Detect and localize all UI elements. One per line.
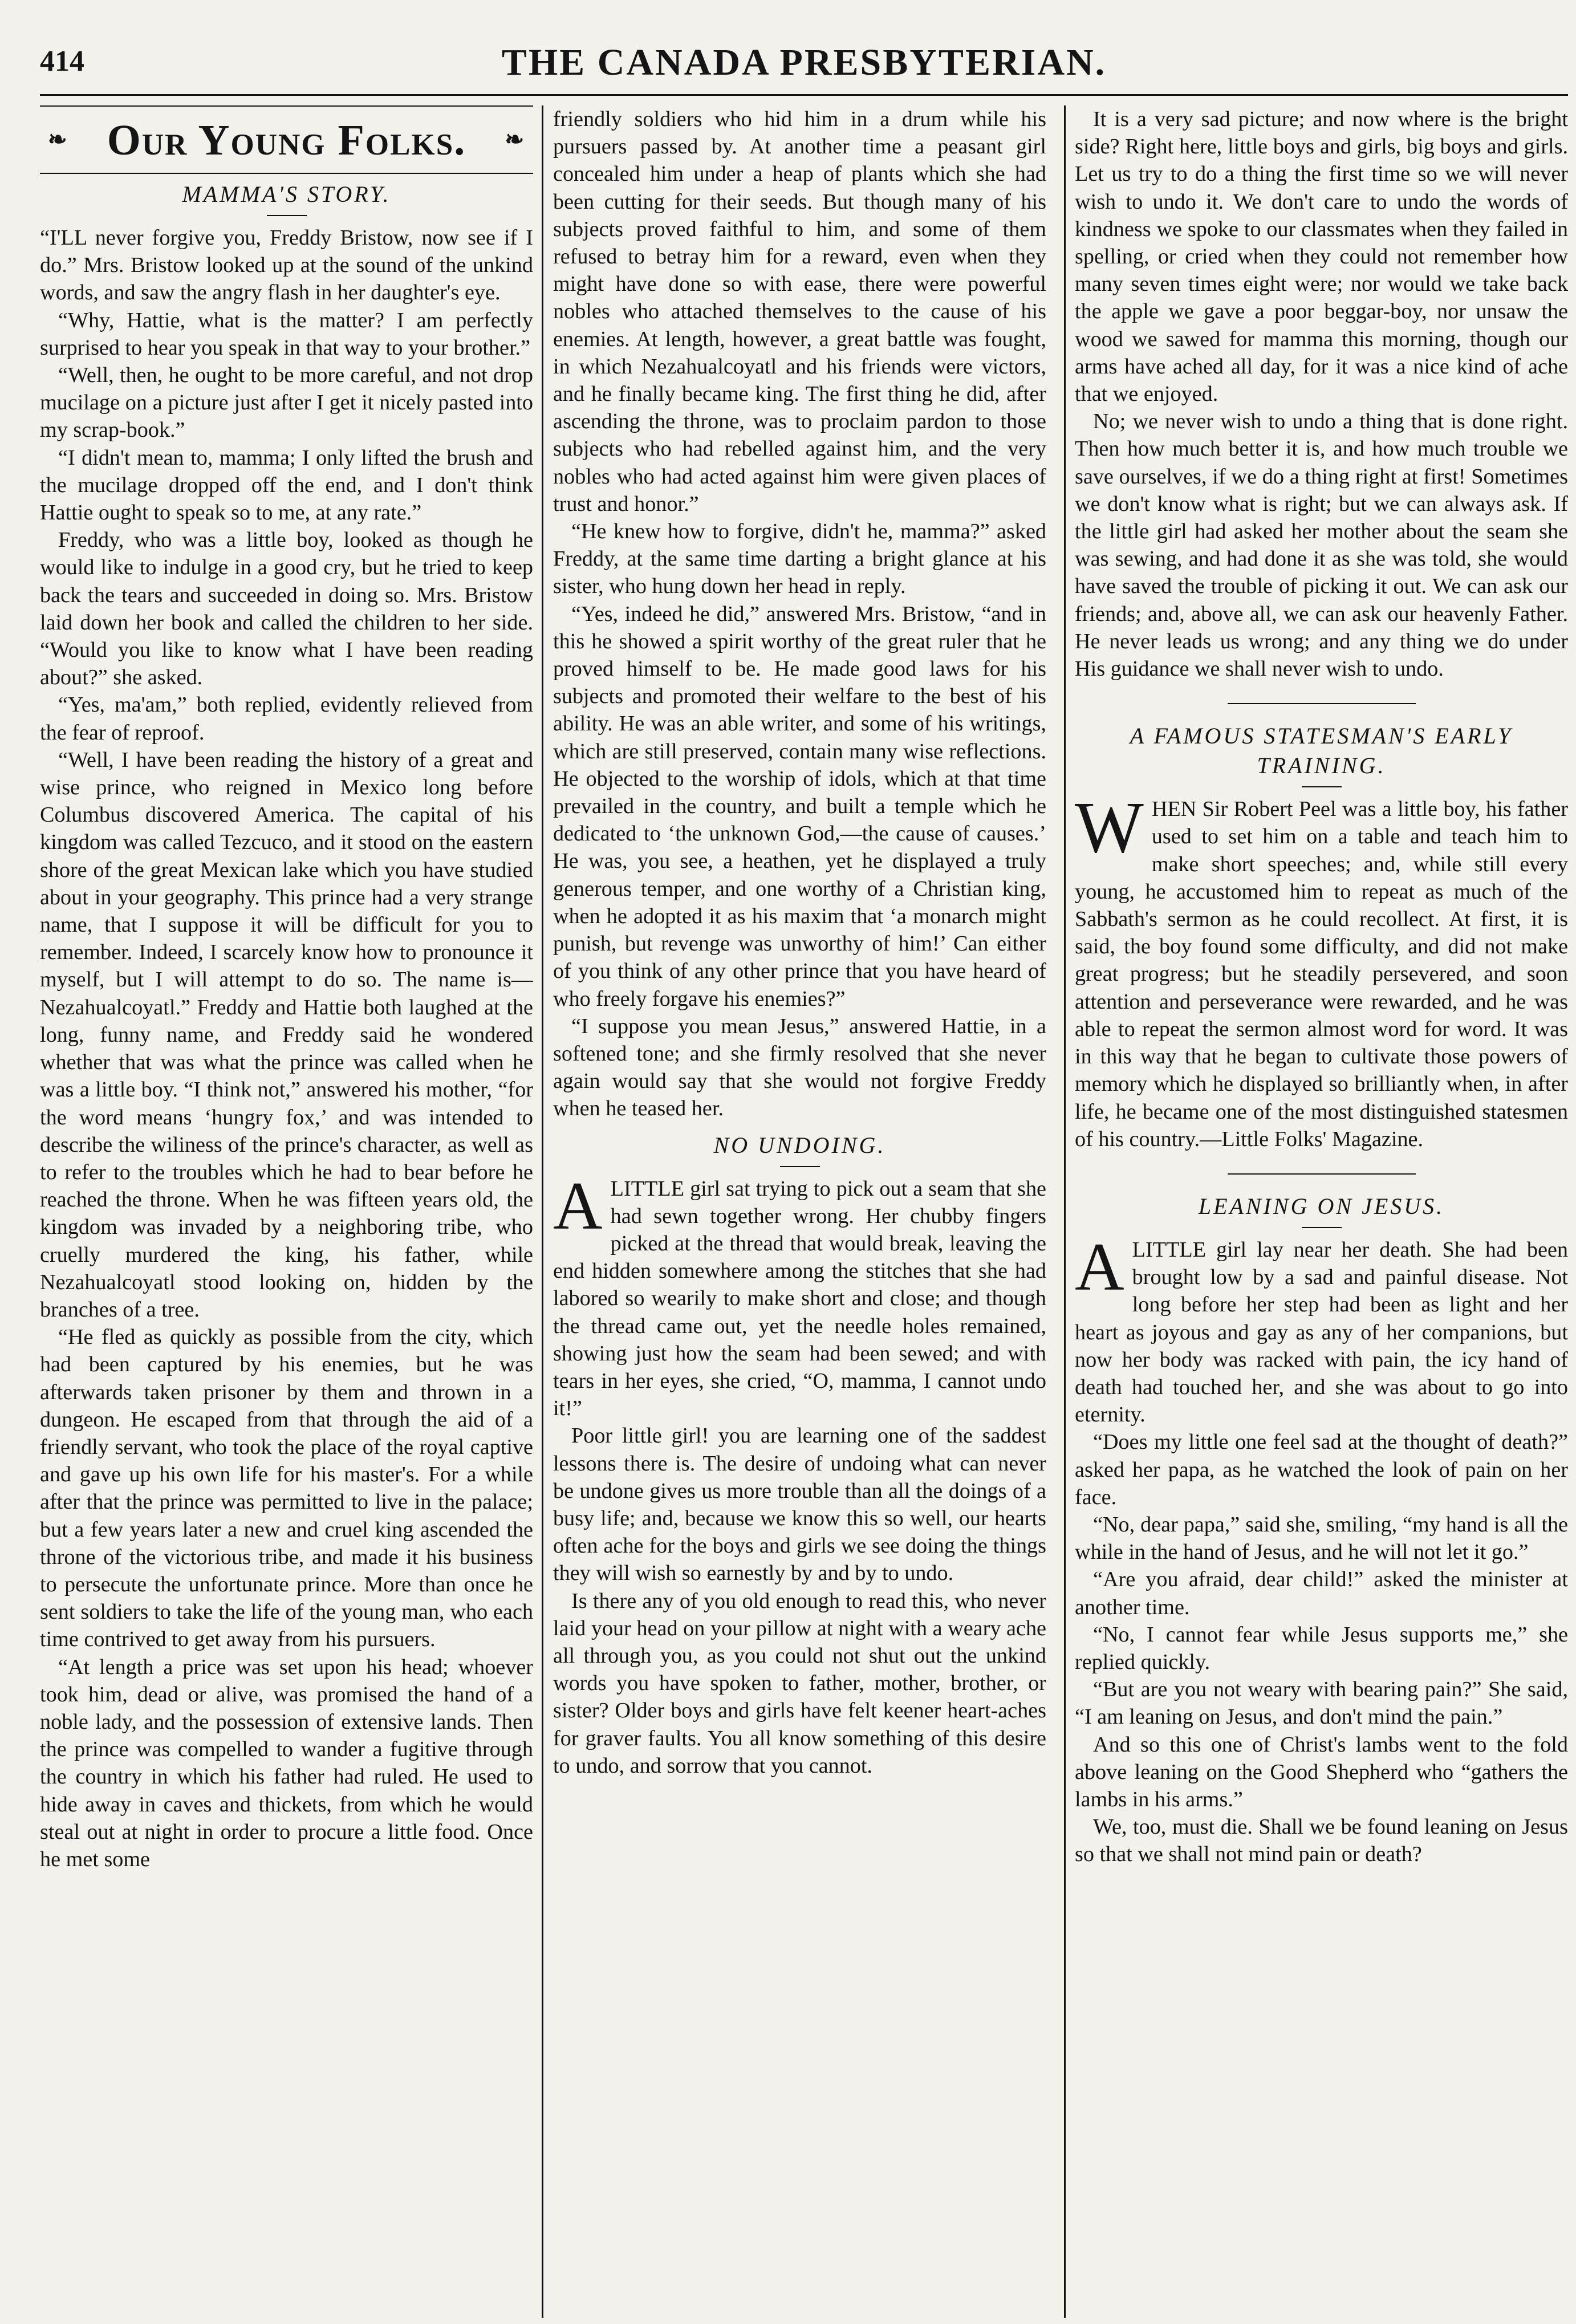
department-heading: [40, 105, 533, 174]
paragraph-text: HEN Sir Robert Peel was a little boy, his father used to set him on a table and teach him to make short speeches; and, while still every young, he accustomed him to repeat as much of the Sabbath's sermon as he could recollect. At first, it is said, the boy found some difficulty, and did not make great progress; but he steadily persevered, and soon attention and perseverance were rewarded, and he was able to repeat the sermon almost word for word. It was in this way that he began to cultivate those powers of memory which he displayed so brilliantly when, in after life, he became one of the most distinguished statesmen of his country.—Little Folks' Magazine.: [1075, 797, 1568, 1151]
drop-cap: A: [553, 1167, 603, 1244]
paragraph: [1075, 1228, 1568, 1428]
paragraph: We, too, must die. Shall we be found leaning on Jesus so that we shall not mind pain or death?: [1075, 1815, 1568, 1867]
column-3: [1075, 105, 1568, 2318]
column-1: [40, 105, 533, 2318]
ornament-icon: ❧: [505, 127, 525, 152]
paragraph: “Why, Hattie, what is the matter? I am perfectly surprised to hear you speak in that way to your brother.”: [40, 308, 533, 360]
department-title: Our Young Folks.: [107, 116, 466, 164]
article-title-mammas-story: MAMMA'S STORY.: [40, 180, 533, 216]
drop-cap: W: [1075, 787, 1144, 868]
paragraph: “Yes, ma'am,” both replied, evidently relieved from the fear of reproof.: [40, 693, 533, 745]
column-2: [553, 105, 1046, 2318]
paragraph: “No, dear papa,” said she, smiling, “my hand is all the while in the hand of Jesus, and he will not let it go.”: [1075, 1512, 1568, 1565]
header-rule: [40, 94, 1568, 96]
column-divider: [1064, 105, 1066, 2318]
article-title-leaning: LEANING ON JESUS.: [1075, 1192, 1568, 1228]
paragraph: “But are you not weary with bearing pain?” She said, “I am leaning on Jesus, and don't mind the pain.”: [1075, 1677, 1568, 1729]
paragraph: Freddy, who was a little boy, looked as though he would like to indulge in a good cry, but he tried to keep back the tears and succeeded in doing so. Mrs. Bristow laid down her book and called the children to her side. “Would you like to know what I have been reading about?” she asked.: [40, 528, 533, 690]
page-number: 414: [40, 45, 84, 78]
paragraph: “I suppose you mean Jesus,” answered Hattie, in a softened tone; and she firmly resolved that she never again would say that she would not forgive Freddy when he teased her.: [553, 1014, 1046, 1121]
drop-cap: A: [1075, 1228, 1124, 1305]
paragraph: “At length a price was set upon his head; whoever took him, dead or alive, was promised the hand of a noble lady, and the possession of extensive lands. Then the prince was compelled to wander a fugitive through the country in which his father had ruled. He used to hide away in caves and thickets, from which he would steal out at night in order to procure a little food. Once he met some: [40, 1655, 533, 1871]
paragraph-text: LITTLE girl lay near her death. She had been brought low by a sad and painful disease. Not long before her step had been as light and her heart as joyous and gay as any of her companions, but now her body was racked with pain, the icy hand of death had touched her, and she was about to go into eternity.: [1075, 1237, 1568, 1427]
paragraph: [1075, 787, 1568, 1153]
paragraph-continued: friendly soldiers who hid him in a drum while his pursuers passed by. At another time a peasant girl concealed him under a heap of plants which she had been cutting for their seeds. But though many of his subjects proved faithful to him, and some of them refused to betray him for a reward, even when they might have done so with ease, there were powerful nobles who attached themselves to the cause of his enemies. At length, however, a great battle was fought, in which Nezahualcoyatl and his friends were victors, and he finally became king. The first thing he did, after ascending the throne, was to proclaim pardon to those subjects who had rebelled against him, and the very nobles who had acted against him were given places of trust and honor.”: [553, 107, 1046, 516]
paragraph: [553, 1167, 1046, 1423]
paragraph: It is a very sad picture; and now where is the bright side? Right here, little boys and girls, big boys and girls. Let us try to do a thing the first time so we will never wish to undo it. We don't care to undo the words of kindness we spoke to our classmates when they failed in spelling, or cried when they could not remember how many seven times eight were; nor would we take back the apple we gave a poor beggar-boy, nor unsaw the wood we sawed for mamma this morning, though our arms have ached all day, for it was a nice kind of ache that we enjoyed.: [1075, 107, 1568, 407]
paragraph: Is there any of you old enough to read this, who never laid your head on your pillow at night with a weary ache all through you, as you could not shut out the unkind words you have spoken to father, mother, brother, or sister? Older boys and girls have felt keener heart-aches for graver faults. You all know something of this desire to undo, and sorrow that you cannot.: [553, 1588, 1046, 1778]
paragraph-text: LITTLE girl sat trying to pick out a seam that she had sewn together wrong. Her chubby fingers picked at the thread that would break, leaving the end hidden somewhere among the stitches that she had labored so wearily to make short and close; and though the thread came out, yet the needle holes remained, showing just how the seam had been sewed; and with tears in her eyes, she cried, “O, mamma, I cannot undo it!”: [553, 1176, 1046, 1421]
section-rule: [1228, 1173, 1416, 1175]
paragraph: “No, I cannot fear while Jesus supports me,” she replied quickly.: [1075, 1622, 1568, 1674]
paragraph: “He knew how to forgive, didn't he, mamma?” asked Freddy, at the same time darting a bright glance at his sister, who hung down her head in reply.: [553, 519, 1046, 599]
paragraph: “He fled as quickly as possible from the city, which had been captured by his enemies, but he was afterwards taken prisoner by them and thrown in a dungeon. He escaped from that through the aid of a friendly servant, who took the place of the royal captive and gave up his own life for his master's. For a while after that the prince was permitted to live in the palace; but a few years later a new and cruel king ascended the throne of the victorious tribe, and made it his business to persecute the unfortunate prince. More than once he sent soldiers to take the life of the young man, who each time contrived to get away from his pursuers.: [40, 1325, 533, 1652]
paragraph: “Yes, indeed he did,” answered Mrs. Bristow, “and in this he showed a spirit worthy of the great ruler that he proved himself to be. He made good laws for his subjects and promoted their welfare to the best of his ability. He was an able writer, and some of his writings, which are still preserved, contain many wise reflections. He objected to the worship of idols, which at that time prevailed in the country, and built a temple which he dedicated to ‘the unknown God,—the cause of causes.’ He was, you see, a heathen, yet he displayed a truly generous temper, and one worthy of a Christian king, when he adopted it as his maxim that ‘a monarch might punish, but revenge was unworthy of him!’ Can either of you think of any other prince that you have heard of who freely forgave his enemies?”: [553, 602, 1046, 1011]
paragraph: “I'LL never forgive you, Freddy Bristow, now see if I do.” Mrs. Bristow looked up at the sound of the unkind words, and saw the angry flash in her daughter's eye.: [40, 226, 533, 305]
paragraph: And so this one of Christ's lambs went to the fold above leaning on the Good Shepherd who “gathers the lambs in his arms.”: [1075, 1732, 1568, 1811]
paragraph: Poor little girl! you are learning one of the saddest lessons there is. The desire of undoing what can never be undone gives us more trouble than all the doings of a busy life; and, because we know this so well, our hearts often ache for the boys and girls we see doing the things they will wish so earnestly by and by to undo.: [553, 1424, 1046, 1586]
article-title-no-undoing: NO UNDOING.: [553, 1131, 1046, 1167]
paragraph: No; we never wish to undo a thing that is done right. Then how much better it is, and how much trouble we save ourselves, if we do a thing right at first! Sometimes we don't know what is right; but we can always ask. If the little girl had asked her mother about the seam she was sewing, and had done it as she was told, she would have saved the trouble of picking it out. We can ask our friends; and, above all, we can ask our heavenly Father. He never leads us wrong; and any thing we do under His guidance we shall never wish to undo.: [1075, 409, 1568, 681]
ornament-icon: ❧: [48, 127, 68, 152]
article-title-statesman: A FAMOUS STATESMAN'S EARLY TRAINING.: [1075, 721, 1568, 787]
column-divider: [542, 105, 543, 2318]
paragraph: “I didn't mean to, mamma; I only lifted the brush and the mucilage dropped off the end, and I don't think Hattie ought to speak so to me, at any rate.”: [40, 445, 533, 525]
paragraph: “Does my little one feel sad at the thought of death?” asked her papa, as he watched the look of pain on her face.: [1075, 1430, 1568, 1509]
paragraph: “Well, I have been reading the history of a great and wise prince, who reigned in Mexico long before Columbus discovered America. The capital of his kingdom was called Tezcuco, and it stood on the eastern shore of the great Mexican lake which you have studied about in your geography. This prince had a very strange name, that I suppose it will be difficult for you to remember. Indeed, I scarcely know how to pronounce it myself, but I will attempt to do so. The name is—Nezahualcoyatl.” Freddy and Hattie both laughed at the long, funny name, and Freddy said he wondered whether that was what the prince was called when he was a little boy. “I think not,” answered his mother, “for the word means ‘hungry fox,’ and was intended to describe the wiliness of the prince's character, as well as to refer to the troubles which he had to bear before he reached the throne. When he was fifteen years old, the kingdom was invaded by a neighboring tribe, who cruelly murdered the king, his father, while Nezahualcoyatl stood looking on, hidden by the branches of a tree.: [40, 747, 533, 1322]
section-rule: [1228, 703, 1416, 704]
paragraph: “Well, then, he ought to be more careful, and not drop mucilage on a picture just after I get it nicely pasted into my scrap-book.”: [40, 363, 533, 442]
page-header: [40, 41, 1568, 87]
masthead: THE CANADA PRESBYTERIAN.: [501, 42, 1107, 83]
paragraph: “Are you afraid, dear child!” asked the minister at another time.: [1075, 1567, 1568, 1619]
